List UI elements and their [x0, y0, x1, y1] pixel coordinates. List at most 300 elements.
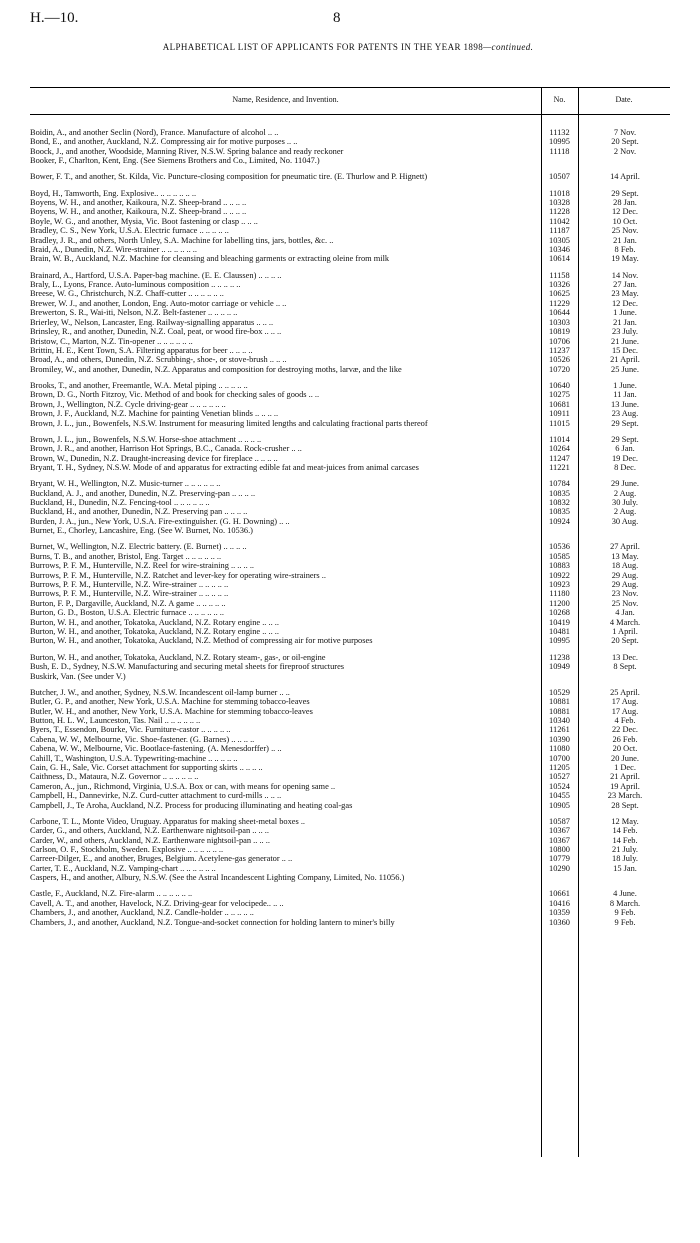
entry-number: 10614: [549, 254, 570, 264]
page-header: [0, 0, 700, 60]
entry-number: 10640: [549, 380, 570, 390]
entry-text: Butler, W. H., and another, New York, U.S.A. Machine for stemming tobacco-leaves: [30, 706, 313, 716]
table-row: [30, 561, 670, 570]
table-row: [30, 337, 670, 346]
table-row: [30, 172, 670, 181]
entry-number: 11237: [549, 345, 570, 355]
table-row: [30, 390, 670, 399]
entry-number: 10340: [549, 715, 570, 725]
table-row: [30, 435, 670, 444]
entry-date: 25 Nov.: [611, 598, 639, 608]
entry-number: 11228: [549, 207, 570, 217]
table-row: [30, 137, 670, 146]
table-row: [30, 365, 670, 374]
entry-text: Breese, W. G., Christchurch, N.Z. Chaff-cutter .. .. .. .. .. ..: [30, 289, 224, 299]
table-row: [30, 254, 670, 263]
entry-date: 25 Nov.: [611, 226, 639, 236]
entry-number: 10700: [549, 753, 570, 763]
entry-date: 1 June.: [613, 380, 637, 390]
table-row: [30, 908, 670, 917]
entry-number: 10585: [549, 551, 570, 561]
entry-number: 10779: [549, 854, 570, 864]
entry-number: 10883: [549, 561, 570, 571]
table-row: [30, 299, 670, 308]
entry-date: 4 June.: [613, 889, 637, 899]
entry-date: 27 April.: [610, 542, 640, 552]
table-row: [30, 498, 670, 507]
entry-number: 10661: [549, 889, 570, 899]
table-row: [30, 744, 670, 753]
entry-number: 10275: [549, 390, 570, 400]
entry-text: Burnet, W., Wellington, N.Z. Electric battery. (E. Burnet) .. .. .. ..: [30, 542, 247, 552]
entry-text: Broad, A., and others, Dunedin, N.Z. Scrubbing-, shoe-, or stove-brush .. .. ..: [30, 355, 287, 365]
entry-date: 29 Aug.: [611, 570, 639, 580]
entry-date: 29 June.: [611, 479, 639, 489]
entry-date: 19 April.: [610, 781, 640, 791]
entry-date: 18 July.: [612, 854, 638, 864]
list-title-suffix: —continued.: [483, 42, 534, 52]
table-row: [30, 507, 670, 516]
entry-date: 23 July.: [612, 327, 638, 337]
entry-date: 14 April.: [610, 172, 640, 182]
entry-number: 10835: [549, 507, 570, 517]
entry-text: Boyd, H., Tamworth, Eng. Explosive.. .. .. .. .. .. ..: [30, 188, 197, 198]
entry-number: 11080: [549, 744, 570, 754]
entry-date: 14 Feb.: [612, 826, 638, 836]
entry-number: 10923: [549, 580, 570, 590]
table-row: [30, 419, 670, 428]
entry-text: Chambers, J., and another, Auckland, N.Z. Candle-holder .. .. .. .. ..: [30, 908, 254, 918]
entry-number: 10905: [549, 800, 570, 810]
entry-text: Cain, G. H., Sale, Vic. Corset attachment for supporting skirts .. .. .. ..: [30, 762, 263, 772]
entry-number: 10835: [549, 488, 570, 498]
entry-text: Braly, L., Lyons, France. Auto-luminous composition .. .. .. .. ..: [30, 280, 241, 290]
entry-text: Brinsley, R., and another, Dunedin, N.Z. Coal, peat, or wood fire-box .. .. ..: [30, 327, 282, 337]
entry-text: Butcher, J. W., and another, Sydney, N.S.W. Incandescent oil-lamp burner .. ..: [30, 687, 290, 697]
entry-number: 10995: [549, 636, 570, 646]
entry-date: 19 Dec.: [611, 453, 639, 463]
entry-date: 30 Aug.: [611, 516, 639, 526]
table-row: [30, 918, 670, 927]
table-row: [30, 672, 670, 681]
entry-number: 10507: [549, 172, 570, 182]
entry-text: Bromiley, W., and another, Dunedin, N.Z. Apparatus and composition for destroying moths, larvæ, and the like: [30, 364, 402, 374]
entry-text: Brittin, H. E., Kent Town, S.A. Filtering apparatus for beer .. .. .. ..: [30, 345, 253, 355]
entry-text: Boyens, W. H., and another, Kaikoura, N.Z. Sheep-brand .. .. .. ..: [30, 207, 247, 217]
entry-date: 28 Jan.: [613, 198, 637, 208]
table-row: [30, 542, 670, 551]
table-row: [30, 791, 670, 800]
entry-text: Burrows, P. F. M., Hunterville, N.Z. Reel for wire-straining .. .. .. ..: [30, 561, 255, 571]
entry-text: Brain, W. B., Auckland, N.Z. Machine for cleansing and bleaching garments or extracting oleine from milk: [30, 254, 390, 264]
table-row: [30, 128, 670, 137]
entry-number: 10536: [549, 542, 570, 552]
entry-text: Caithness, D., Mataura, N.Z. Governor .. .. .. .. .. ..: [30, 772, 199, 782]
entry-date: 8 Feb.: [614, 245, 636, 255]
table-row: [30, 725, 670, 734]
table-row: [30, 627, 670, 636]
entry-text: Boyle, W. G., and another, Mysia, Vic. Boot fastening or clasp .. .. ..: [30, 216, 258, 226]
entry-number: 10625: [549, 289, 570, 299]
entry-date: 26 Feb.: [612, 734, 638, 744]
table-row: [30, 381, 670, 390]
entry-number: 10326: [549, 280, 570, 290]
entry-text: Boidin, A., and another Seclin (Nord), France. Manufacture of alcohol .. ..: [30, 128, 279, 137]
entry-date: 25 June.: [611, 364, 639, 374]
entry-text: Cabena, W. W., Melbourne, Vic. Bootlace-fastening. (A. Menesdorffer) .. ..: [30, 744, 282, 754]
entry-text: Carbone, T. L., Monte Video, Uruguay. Apparatus for making sheet-metal boxes ..: [30, 816, 306, 826]
entry-number: 10305: [549, 235, 570, 245]
entry-date: 21 Jan.: [613, 235, 637, 245]
entry-text: Buckland, H., Dunedin, N.Z. Fencing-tool .. .. .. .. .. ..: [30, 498, 210, 507]
entry-date: 18 Aug.: [611, 561, 639, 571]
entry-date: 21 June.: [611, 336, 639, 346]
table-row: [30, 318, 670, 327]
entry-number: 10832: [549, 498, 570, 507]
entry-number: 11205: [549, 762, 570, 772]
entry-text: Bryant, W. H., Wellington, N.Z. Music-turner .. .. .. .. .. ..: [30, 479, 221, 489]
entry-date: 13 June.: [611, 399, 639, 409]
table-row: [30, 754, 670, 763]
entry-text: Bush, E. D., Sydney, N.S.W. Manufacturing and securing metal sheets for fireproof structures: [30, 662, 345, 672]
entry-date: 11 Jan.: [613, 390, 637, 400]
table-row: [30, 147, 670, 156]
entry-text: Burrows, P. F. M., Hunterville, N.Z. Wire-strainer .. .. .. .. ..: [30, 589, 229, 599]
entry-date: 9 Feb.: [614, 908, 636, 918]
entry-list: [30, 128, 670, 927]
entry-text: Burrows, P. F. M., Hunterville, N.Z. Wire-strainer .. .. .. .. ..: [30, 580, 229, 590]
entry-date: 8 Dec.: [614, 462, 636, 472]
column-header-date: Date.: [615, 95, 633, 104]
table-row: [30, 589, 670, 598]
entry-number: 11187: [549, 226, 570, 236]
entry-date: 14 Feb.: [612, 835, 638, 845]
entry-date: 28 Sept.: [611, 800, 639, 810]
entry-number: 10290: [549, 863, 570, 873]
page-identifier: H.—10.: [30, 10, 79, 26]
table-row: [30, 189, 670, 198]
entry-number: 10587: [549, 816, 570, 826]
table-row: [30, 207, 670, 216]
entry-text: Bryant, T. H., Sydney, N.S.W. Mode of and apparatus for extracting edible fat and meat-juices from animal carcases: [30, 462, 419, 472]
entry-text: Brewerton, S. R., Wai-iti, Nelson, N.Z. Belt-fastener .. .. .. .. ..: [30, 308, 238, 318]
table-row: [30, 552, 670, 561]
entry-text: Burton, W. H., and another, Tokatoka, Auckland, N.Z. Rotary engine .. .. ..: [30, 627, 279, 637]
entry-date: 1 April.: [612, 627, 638, 637]
entry-number: 11132: [549, 128, 570, 137]
entry-text: Cameron, A., jun., Richmond, Virginia, U.S.A. Box or can, with means for opening same ..: [30, 781, 336, 791]
table-top-rule: [30, 87, 670, 88]
table-row: [30, 662, 670, 671]
entry-date: 12 Dec.: [611, 207, 639, 217]
table-row: [30, 608, 670, 617]
entry-number: 10455: [549, 791, 570, 801]
applicants-table: [30, 87, 670, 1157]
entry-text: Carder, G., and others, Auckland, N.Z. Earthenware nightsoil-pan .. .. ..: [30, 826, 269, 836]
table-row: [30, 327, 670, 336]
entry-date: 27 Jan.: [613, 280, 637, 290]
entry-number: 10800: [549, 845, 570, 854]
entry-date: 29 Aug.: [611, 580, 639, 590]
entry-number: 10881: [549, 697, 570, 707]
entry-number: 11180: [549, 589, 570, 599]
entry-text: Burden, J. A., jun., New York, U.S.A. Fire-extinguisher. (G. H. Downing) .. ..: [30, 516, 290, 526]
entry-text: Burrows, P. F. M., Hunterville, N.Z. Ratchet and lever-key for operating wire-strainers ..: [30, 570, 326, 580]
table-row: [30, 763, 670, 772]
entry-number: 10924: [549, 516, 570, 526]
entry-number: 10529: [549, 687, 570, 697]
entry-date: 9 Feb.: [614, 917, 636, 927]
entry-date: 13 May.: [611, 551, 639, 561]
entry-text: Buckland, H., and another, Dunedin, N.Z. Preserving pan .. .. .. ..: [30, 507, 248, 517]
entry-text: Brooks, T., and another, Freemantle, W.A. Metal piping .. .. .. .. ..: [30, 380, 248, 390]
entry-number: 11042: [549, 216, 570, 226]
entry-number: 10644: [549, 308, 570, 318]
list-title-text: ALPHABETICAL LIST OF APPLICANTS FOR PATENTS IN THE YEAR 1898: [162, 42, 484, 52]
entry-text: Bower, F. T., and another, St. Kilda, Vic. Puncture-closing composition for pneumatic tire. (E. Thurlow and P. Hignett): [30, 172, 428, 182]
entry-text: Brown, J. R., and another, Harrison Hot Springs, B.C., Canada. Rock-crusher .. ..: [30, 444, 302, 454]
entry-number: 11014: [549, 434, 570, 444]
entry-number: 10911: [549, 409, 570, 419]
entry-text: Buskirk, Van. (See under V.): [30, 671, 126, 681]
table-row: [30, 716, 670, 725]
entry-text: Button, H. L. W., Launceston, Tas. Nail .. .. .. .. .. ..: [30, 715, 201, 725]
entry-number: 10881: [549, 706, 570, 716]
table-row: [30, 236, 670, 245]
entry-text: Campbell, J., Te Aroha, Auckland, N.Z. Process for producing illuminating and heating coal-gas: [30, 800, 353, 810]
entry-text: Carter, T. E., Auckland, N.Z. Vamping-chart .. .. .. .. .. ..: [30, 863, 216, 873]
entry-date: 25 April.: [610, 687, 640, 697]
entry-date: 17 Aug.: [611, 706, 639, 716]
entry-text: Burton, W. H., and another, Tokatoka, Auckland, N.Z. Rotary engine .. .. ..: [30, 617, 279, 627]
entry-number: 10390: [549, 734, 570, 744]
table-header-rule: [30, 114, 670, 115]
entry-number: 11247: [549, 453, 570, 463]
entry-date: 23 Aug.: [611, 409, 639, 419]
entry-date: 2 Aug.: [613, 507, 637, 517]
entry-number: 10360: [549, 917, 570, 927]
entry-number: 11015: [549, 418, 570, 428]
table-row: [30, 636, 670, 645]
table-row: [30, 271, 670, 280]
table-row: [30, 571, 670, 580]
entry-date: 8 Sept.: [613, 662, 637, 672]
entry-text: Brown, J. F., Auckland, N.Z. Machine for painting Venetian blinds .. .. .. ..: [30, 409, 279, 419]
entry-number: 11229: [549, 298, 570, 308]
entry-date: 12 May.: [611, 816, 639, 826]
table-row: [30, 280, 670, 289]
entry-date: 30 July.: [612, 498, 638, 507]
table-row: [30, 526, 670, 535]
entry-date: 22 Dec.: [611, 725, 639, 735]
entry-text: Cahill, T., Washington, U.S.A. Typewriting-machine .. .. .. .. ..: [30, 753, 238, 763]
table-row: [30, 854, 670, 863]
table-row: [30, 889, 670, 898]
entry-text: Brown, W., Dunedin, N.Z. Draught-increasing device for fireplace .. .. .. ..: [30, 453, 278, 463]
entry-date: 7 Nov.: [613, 128, 637, 137]
table-row: [30, 801, 670, 810]
entry-date: 20 Oct.: [612, 744, 638, 754]
page-number: 8: [333, 10, 341, 26]
entry-text: Bradley, J. R., and others, North Unley, S.A. Machine for labelling tins, jars, bottles, &c. ..: [30, 235, 334, 245]
entry-text: Carlson, O. F., Stockholm, Sweden. Explosive .. .. .. .. .. ..: [30, 845, 224, 854]
entry-text: Caspers, H., and another, Albury, N.S.W. (See the Astral Incandescent Lighting Company, Limited, No. 11056.): [30, 873, 405, 883]
entry-date: 10 Oct.: [612, 216, 638, 226]
entry-date: 1 June.: [613, 308, 637, 318]
entry-number: 10706: [549, 336, 570, 346]
entry-number: 10526: [549, 355, 570, 365]
entry-date: 21 July.: [612, 845, 638, 854]
list-title: [30, 42, 666, 52]
table-row: [30, 489, 670, 498]
table-row: [30, 156, 670, 165]
entry-number: 11200: [549, 598, 570, 608]
entry-text: Chambers, J., and another, Auckland, N.Z. Tongue-and-socket connection for holding lantern to miner's billy: [30, 917, 395, 927]
entry-number: 10416: [549, 898, 570, 908]
entry-text: Bradley, C. S., New York, U.S.A. Electric furnace .. .. .. .. ..: [30, 226, 229, 236]
column-header-name: Name, Residence, and Invention.: [232, 95, 339, 104]
entry-text: Boyens, W. H., and another, Kaikoura, N.Z. Sheep-brand .. .. .. ..: [30, 198, 247, 208]
entry-date: 20 Sept.: [611, 636, 639, 646]
table-row: [30, 618, 670, 627]
entry-text: Campbell, H., Dannevirke, N.Z. Curd-cutter attachment to curd-mills .. .. ..: [30, 791, 282, 801]
table-row: [30, 836, 670, 845]
entry-date: 21 April.: [610, 355, 640, 365]
entry-number: 10419: [549, 617, 570, 627]
entry-number: 11158: [549, 270, 570, 280]
entry-number: 10819: [549, 327, 570, 337]
entry-number: 10367: [549, 826, 570, 836]
table-row: [30, 688, 670, 697]
entry-text: Burton, G. D., Boston, U.S.A. Electric furnace .. .. .. .. .. ..: [30, 608, 224, 618]
entry-date: 4 March.: [609, 617, 641, 627]
entry-text: Braid, A., Dunedin, N.Z. Wire-strainer .. .. .. .. .. ..: [30, 245, 197, 255]
entry-date: 14 Nov.: [611, 270, 639, 280]
entry-date: 23 March.: [607, 791, 643, 801]
entry-number: 10524: [549, 781, 570, 791]
entry-number: 10264: [549, 444, 570, 454]
entry-date: 13 Dec.: [611, 652, 639, 662]
entry-text: Cabena, W. W., Melbourne, Vic. Shoe-fastener. (G. Barnes) .. .. .. ..: [30, 734, 255, 744]
entry-text: Booker, F., Charlton, Kent, Eng. (See Siemens Brothers and Co., Limited, No. 11047.): [30, 156, 320, 166]
entry-date: 2 Nov.: [613, 146, 637, 156]
entry-text: Cavell, A. T., and another, Havelock, N.Z. Driving-gear for velocipede.. .. ..: [30, 898, 284, 908]
entry-text: Brown, D. G., North Fitzroy, Vic. Method of and book for checking sales of goods .. ..: [30, 390, 320, 400]
entry-text: Byers, T., Essendon, Bourke, Vic. Furniture-castor .. .. .. .. ..: [30, 725, 231, 735]
entry-date: 1 Dec.: [614, 762, 636, 772]
entry-date: 23 Nov.: [611, 589, 639, 599]
table-row: [30, 873, 670, 882]
entry-text: Brewer, W. J., and another, London, Eng. Auto-motor carriage or vehicle .. ..: [30, 298, 287, 308]
entry-number: 11238: [549, 652, 570, 662]
table-row: [30, 653, 670, 662]
entry-number: 10359: [549, 908, 570, 918]
entry-number: 11018: [549, 188, 570, 198]
entry-number: 10949: [549, 662, 570, 672]
table-row: [30, 782, 670, 791]
entry-number: 11261: [549, 725, 570, 735]
table-row: [30, 346, 670, 355]
table-row: [30, 217, 670, 226]
entry-number: 10328: [549, 198, 570, 208]
entry-text: Brown, J. L., jun., Bowenfels, N.S.W. Instrument for measuring limited lengths and calculating fractional parts thereof: [30, 418, 428, 428]
entry-text: Brainard, A., Hartford, U.S.A. Paper-bag machine. (E. E. Claussen) .. .. .. ..: [30, 270, 282, 280]
entry-number: 11221: [549, 462, 570, 472]
entry-number: 10346: [549, 245, 570, 255]
table-row: [30, 735, 670, 744]
entry-number: 10681: [549, 399, 570, 409]
table-row: [30, 245, 670, 254]
entry-date: 29 Sept.: [611, 188, 639, 198]
entry-date: 8 March.: [609, 898, 641, 908]
table-row: [30, 845, 670, 854]
table-row: [30, 772, 670, 781]
entry-text: Carreer-Dilger, E., and another, Bruges, Belgium. Acetylene-gas generator .. ..: [30, 854, 293, 864]
table-row: [30, 463, 670, 472]
entry-text: Burton, W. H., and another, Tokatoka, Auckland, N.Z. Method of compressing air for motive purposes: [30, 636, 373, 646]
entry-date: 20 Sept.: [611, 137, 639, 147]
entry-text: Bristow, C., Marton, N.Z. Tin-opener .. .. .. .. .. ..: [30, 336, 193, 346]
column-header-no: No.: [553, 95, 566, 104]
table-row: [30, 355, 670, 364]
entry-date: 2 Aug.: [613, 488, 637, 498]
table-row: [30, 226, 670, 235]
entry-number: 10527: [549, 772, 570, 782]
entry-date: 4 Jan.: [615, 608, 635, 618]
entry-text: Burns, T. B., and another, Bristol, Eng. Target .. .. .. .. .. ..: [30, 551, 222, 561]
entry-date: 17 Aug.: [611, 697, 639, 707]
table-row: [30, 444, 670, 453]
entry-date: 15 Dec.: [611, 345, 639, 355]
entry-date: 19 May.: [611, 254, 639, 264]
entry-number: 10303: [549, 317, 570, 327]
table-row: [30, 308, 670, 317]
entry-text: Burton, W. H., and another, Tokatoka, Auckland, N.Z. Rotary steam-, gas-, or oil-engine: [30, 652, 326, 662]
entry-date: 20 June.: [611, 753, 639, 763]
entry-number: 10995: [549, 137, 570, 147]
table-row: [30, 289, 670, 298]
entry-number: 10481: [549, 627, 570, 637]
table-row: [30, 198, 670, 207]
table-row: [30, 899, 670, 908]
table-row: [30, 826, 670, 835]
entry-text: Brown, J. L., jun., Bowenfels, N.S.W. Horse-shoe attachment .. .. .. ..: [30, 434, 262, 444]
entry-text: Carder, W., and others, Auckland, N.Z. Earthenware nightsoil-pan .. .. ..: [30, 835, 270, 845]
entry-number: 11118: [549, 146, 570, 156]
table-row: [30, 864, 670, 873]
table-row: [30, 517, 670, 526]
entry-date: 15 Jan.: [613, 863, 637, 873]
entry-number: 10922: [549, 570, 570, 580]
table-row: [30, 697, 670, 706]
entry-date: 21 April.: [610, 772, 640, 782]
entry-text: Butler, G. P., and another, New York, U.S.A. Machine for stemming tobacco-leaves: [30, 697, 310, 707]
table-row: [30, 580, 670, 589]
entry-text: Castle, F., Auckland, N.Z. Fire-alarm .. .. .. .. .. ..: [30, 889, 193, 899]
table-row: [30, 454, 670, 463]
entry-date: 21 Jan.: [613, 317, 637, 327]
table-row: [30, 400, 670, 409]
entry-text: Burnet, E., Chorley, Lancashire, Eng. (See W. Burnet, No. 10536.): [30, 526, 253, 536]
entry-number: 10268: [549, 608, 570, 618]
entry-number: 10720: [549, 364, 570, 374]
entry-number: 10367: [549, 835, 570, 845]
entry-text: Brierley, W., Nelson, Lancaster, Eng. Railway-signalling apparatus .. .. ..: [30, 317, 274, 327]
entry-date: 29 Sept.: [611, 434, 639, 444]
entry-number: 10784: [549, 479, 570, 489]
table-row: [30, 409, 670, 418]
table-row: [30, 479, 670, 488]
